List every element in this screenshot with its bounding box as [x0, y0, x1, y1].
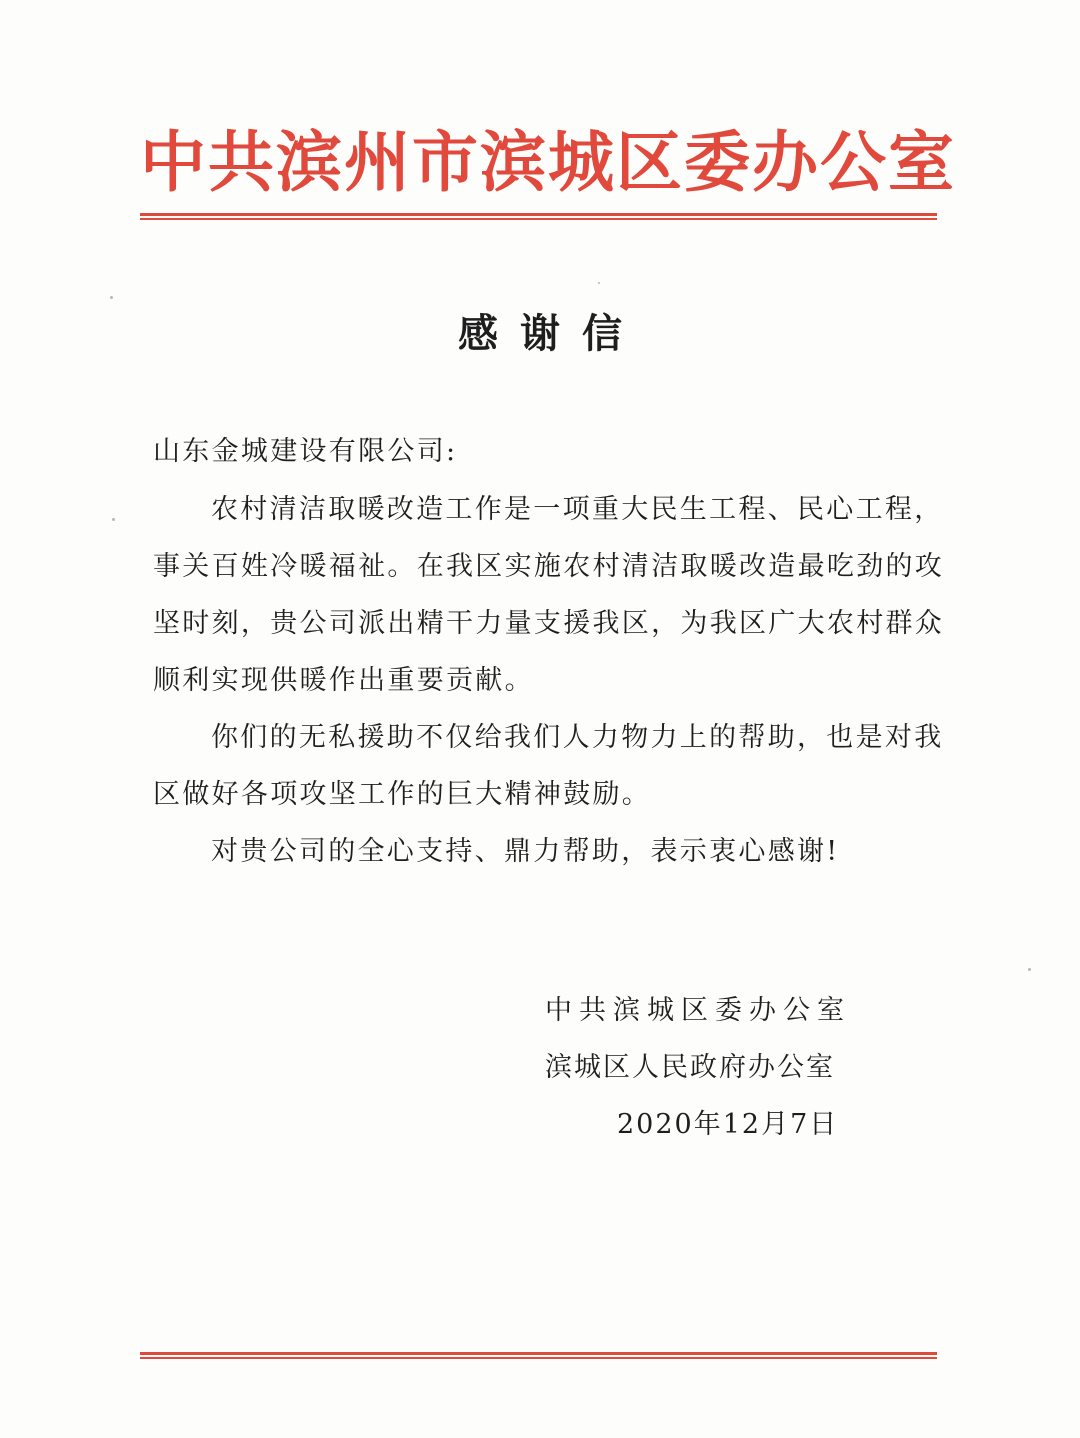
- letterhead-title: 中共滨州市滨城区委办公室: [140, 124, 956, 201]
- scan-speck: [598, 282, 600, 284]
- letterhead-divider: [140, 213, 937, 220]
- scan-speck: [112, 518, 115, 521]
- signature-block: [545, 982, 865, 1153]
- letter-body: [153, 481, 953, 880]
- scan-speck: [1028, 968, 1031, 971]
- salutation: 山东金城建设有限公司:: [153, 436, 458, 467]
- body-paragraph: 农村清洁取暖改造工作是一项重大民生工程、民心工程，事关百姓冷暖福祉。在我区实施农村清洁取暖改造最吃劲的攻坚时刻，贵公司派出精干力量支援我区，为我区广大农村群众顺利实现供暖作出重要贡献。: [153, 494, 945, 696]
- body-paragraph: 你们的无私援助不仅给我们人力物力上的帮助，也是对我区做好各项攻坚工作的巨大精神鼓励。: [153, 722, 944, 810]
- scan-speck: [110, 296, 113, 299]
- footer-divider: [140, 1352, 937, 1359]
- body-paragraph: 对贵公司的全心支持、鼎力帮助，表示衷心感谢!: [211, 836, 840, 867]
- signature-date: 2020年12月7日: [617, 1109, 839, 1140]
- document-title: 感谢信: [458, 310, 644, 357]
- signature-org-government-office: 滨城区人民政府办公室: [545, 1052, 835, 1083]
- signature-org-party-office: 中共滨城区委办公室: [545, 995, 851, 1026]
